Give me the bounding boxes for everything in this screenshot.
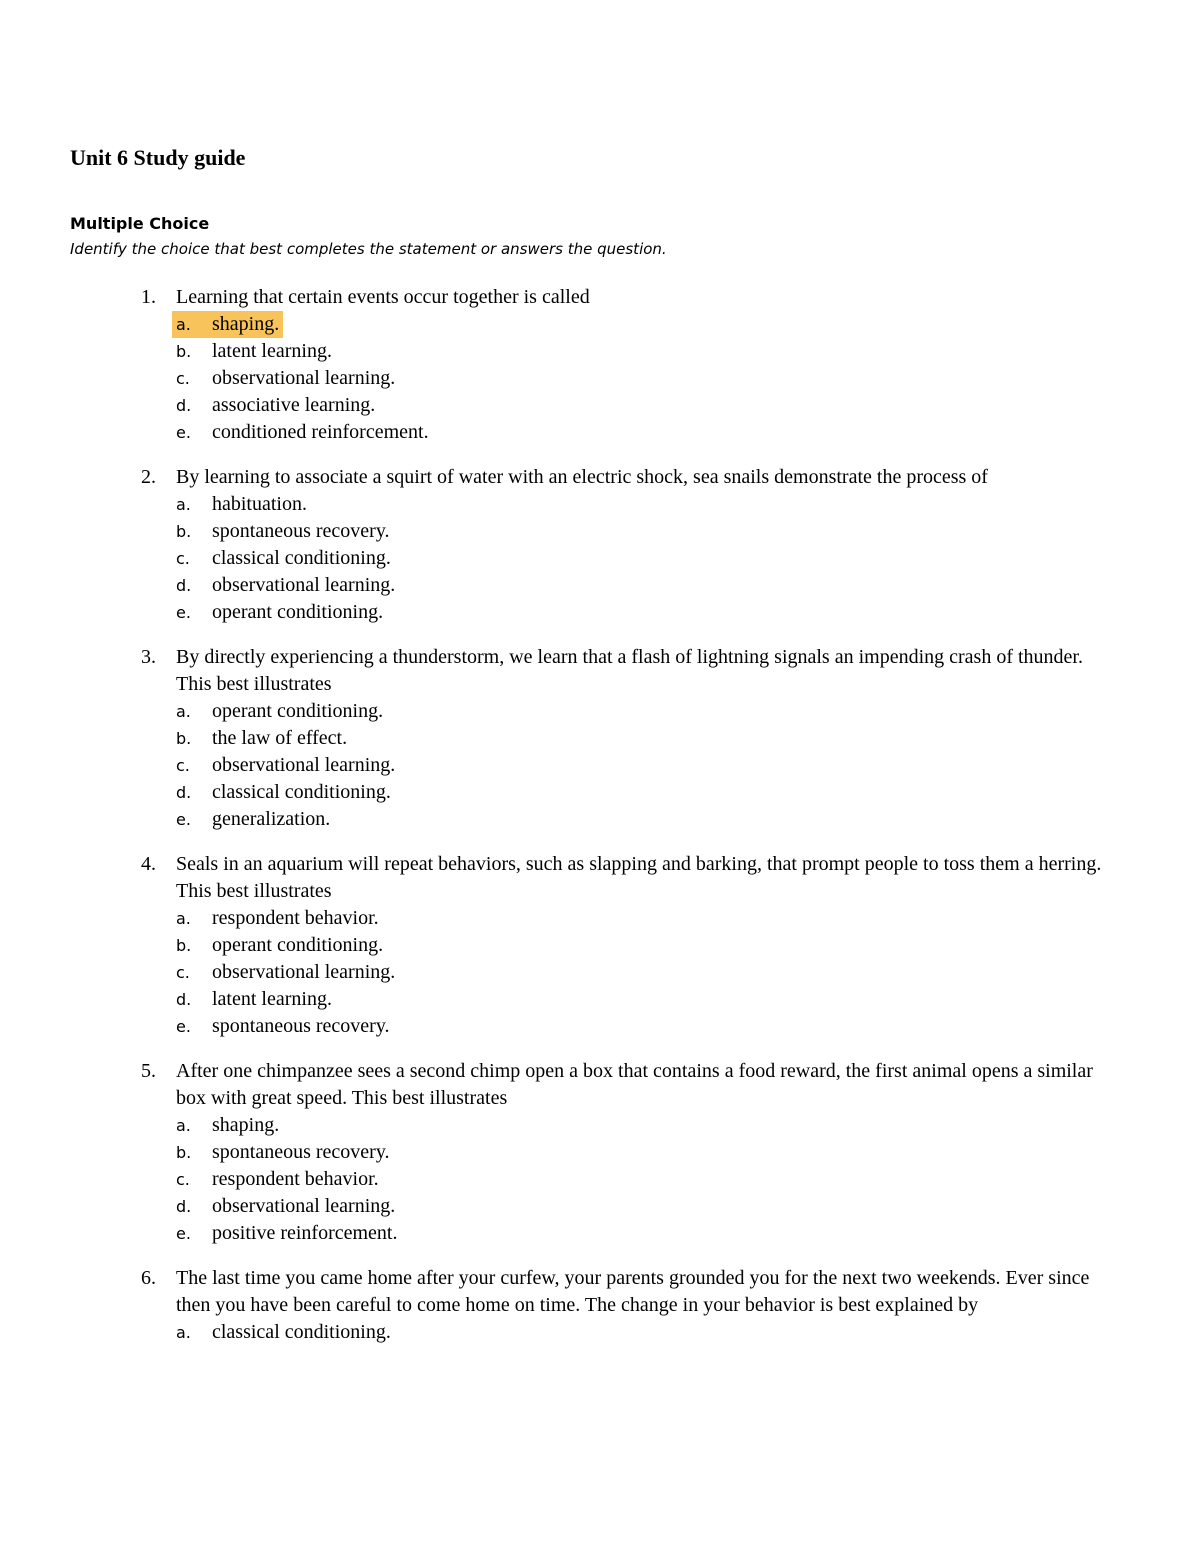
choice-text: latent learning. (212, 340, 332, 362)
instructions-text: Identify the choice that best completes the statement or answers the question. (70, 240, 667, 258)
answer-choice (0, 779, 1200, 806)
question-text: The last time you came home after your curfew, your parents grounded you for the next two weekends. Ever since then you have been careful to come home on time. The change in your behavior is best explained by (176, 1267, 1090, 1316)
answer-choice (0, 392, 1200, 419)
question-number: 6. (141, 1267, 156, 1289)
choice-letter: d. (176, 990, 192, 1009)
answer-choice-content (172, 752, 399, 779)
choice-letter: a. (176, 1116, 191, 1135)
answer-choice (0, 1013, 1200, 1040)
answer-choice-content (172, 806, 334, 833)
choice-letter: b. (176, 522, 192, 541)
answer-choice (0, 905, 1200, 932)
answer-choice-content (172, 338, 336, 365)
choice-letter: e. (176, 423, 191, 442)
question-number: 2. (141, 466, 156, 488)
choice-text: conditioned reinforcement. (212, 421, 429, 443)
choice-text: operant conditioning. (212, 934, 384, 956)
choice-letter: c. (176, 369, 190, 388)
answer-choice (0, 545, 1200, 572)
answer-choice-content (172, 545, 395, 572)
choice-text: positive reinforcement. (212, 1222, 398, 1244)
answer-choice-content (172, 1112, 283, 1139)
answer-choice-content (172, 599, 387, 626)
answer-choice (0, 752, 1200, 779)
choice-letter: a. (176, 495, 191, 514)
answer-choice (0, 725, 1200, 752)
highlighted-answer (172, 311, 283, 338)
answer-choice-content (172, 491, 311, 518)
choice-text: the law of effect. (212, 727, 348, 749)
question-item (0, 644, 1200, 833)
question-item (0, 851, 1200, 1040)
answer-choice (0, 959, 1200, 986)
choice-letter: b. (176, 936, 192, 955)
question-item (0, 284, 1200, 446)
choice-list (0, 1319, 1200, 1346)
answer-choice-content (172, 698, 387, 725)
question-text: Learning that certain events occur together is called (176, 286, 590, 308)
choice-letter: d. (176, 576, 192, 595)
answer-choice-content (172, 1193, 399, 1220)
answer-choice (0, 419, 1200, 446)
answer-choice-content (172, 365, 399, 392)
choice-text: associative learning. (212, 394, 376, 416)
answer-choice-content (172, 419, 433, 446)
answer-choice-content (172, 932, 387, 959)
section-heading: Multiple Choice (70, 214, 210, 233)
choice-letter: e. (176, 603, 191, 622)
answer-choice (0, 1220, 1200, 1247)
choice-letter: a. (176, 909, 191, 928)
choice-letter: c. (176, 963, 190, 982)
answer-choice-content (172, 518, 394, 545)
choice-text: latent learning. (212, 988, 332, 1010)
question-number: 3. (141, 646, 156, 668)
choice-letter: d. (176, 396, 192, 415)
answer-choice (0, 986, 1200, 1013)
answer-choice (0, 338, 1200, 365)
question-text: By directly experiencing a thunderstorm, we learn that a flash of lightning signals an impending crash of thunder. This best illustrates (176, 646, 1083, 695)
choice-list (0, 1112, 1200, 1247)
choice-text: spontaneous recovery. (212, 520, 390, 542)
choice-letter: b. (176, 729, 192, 748)
choice-text: respondent behavior. (212, 907, 379, 929)
answer-choice (0, 518, 1200, 545)
choice-text: shaping. (212, 1114, 280, 1136)
answer-choice-content (172, 1220, 402, 1247)
choice-letter: d. (176, 1197, 192, 1216)
question-item (0, 1265, 1200, 1346)
choice-text: classical conditioning. (212, 781, 391, 803)
choice-letter: a. (176, 315, 191, 334)
choice-letter: e. (176, 810, 191, 829)
choice-letter: c. (176, 756, 190, 775)
answer-choice (0, 311, 1200, 338)
choice-text: shaping. (212, 313, 280, 335)
choice-letter: d. (176, 783, 192, 802)
choice-text: spontaneous recovery. (212, 1015, 390, 1037)
question-number: 1. (141, 286, 156, 308)
answer-choice-content (172, 905, 383, 932)
answer-choice-content (172, 1166, 383, 1193)
answer-choice (0, 698, 1200, 725)
choice-text: respondent behavior. (212, 1168, 379, 1190)
answer-choice (0, 599, 1200, 626)
question-text: By learning to associate a squirt of water with an electric shock, sea snails demonstrate the process of (176, 466, 988, 488)
answer-choice (0, 1139, 1200, 1166)
choice-text: observational learning. (212, 574, 396, 596)
answer-choice (0, 1166, 1200, 1193)
choice-text: observational learning. (212, 1195, 396, 1217)
answer-choice-content (172, 725, 351, 752)
choice-letter: e. (176, 1017, 191, 1036)
answer-choice (0, 1112, 1200, 1139)
answer-choice (0, 572, 1200, 599)
answer-choice-content (172, 779, 395, 806)
answer-choice (0, 932, 1200, 959)
question-number: 5. (141, 1060, 156, 1082)
choice-list (0, 491, 1200, 626)
choice-text: operant conditioning. (212, 601, 384, 623)
choice-text: operant conditioning. (212, 700, 384, 722)
answer-choice (0, 1193, 1200, 1220)
choice-text: classical conditioning. (212, 1321, 391, 1343)
question-item (0, 1058, 1200, 1247)
answer-choice (0, 491, 1200, 518)
choice-list (0, 311, 1200, 446)
choice-text: observational learning. (212, 367, 396, 389)
answer-choice-content (172, 986, 336, 1013)
answer-choice-content (172, 392, 379, 419)
choice-letter: a. (176, 1323, 191, 1342)
answer-choice-content (172, 1139, 394, 1166)
choice-text: habituation. (212, 493, 307, 515)
choice-list (0, 698, 1200, 833)
question-text: After one chimpanzee sees a second chimp open a box that contains a food reward, the first animal opens a similar box with great speed. This best illustrates (176, 1060, 1093, 1109)
choice-text: observational learning. (212, 961, 396, 983)
question-list (0, 284, 1200, 1364)
answer-choice-content (172, 1013, 394, 1040)
choice-letter: b. (176, 342, 192, 361)
choice-letter: b. (176, 1143, 192, 1162)
question-number: 4. (141, 853, 156, 875)
choice-text: observational learning. (212, 754, 396, 776)
answer-choice-content (172, 959, 399, 986)
choice-letter: c. (176, 549, 190, 568)
choice-text: spontaneous recovery. (212, 1141, 390, 1163)
answer-choice (0, 365, 1200, 392)
answer-choice-content (172, 572, 399, 599)
choice-list (0, 905, 1200, 1040)
choice-text: classical conditioning. (212, 547, 391, 569)
choice-letter: e. (176, 1224, 191, 1243)
choice-letter: a. (176, 702, 191, 721)
answer-choice-content (172, 1319, 395, 1346)
choice-text: generalization. (212, 808, 331, 830)
document-title: Unit 6 Study guide (70, 145, 246, 170)
question-text: Seals in an aquarium will repeat behaviors, such as slapping and barking, that prompt people to toss them a herring. This best illustrates (176, 853, 1102, 902)
answer-choice (0, 1319, 1200, 1346)
choice-letter: c. (176, 1170, 190, 1189)
answer-choice (0, 806, 1200, 833)
question-item (0, 464, 1200, 626)
